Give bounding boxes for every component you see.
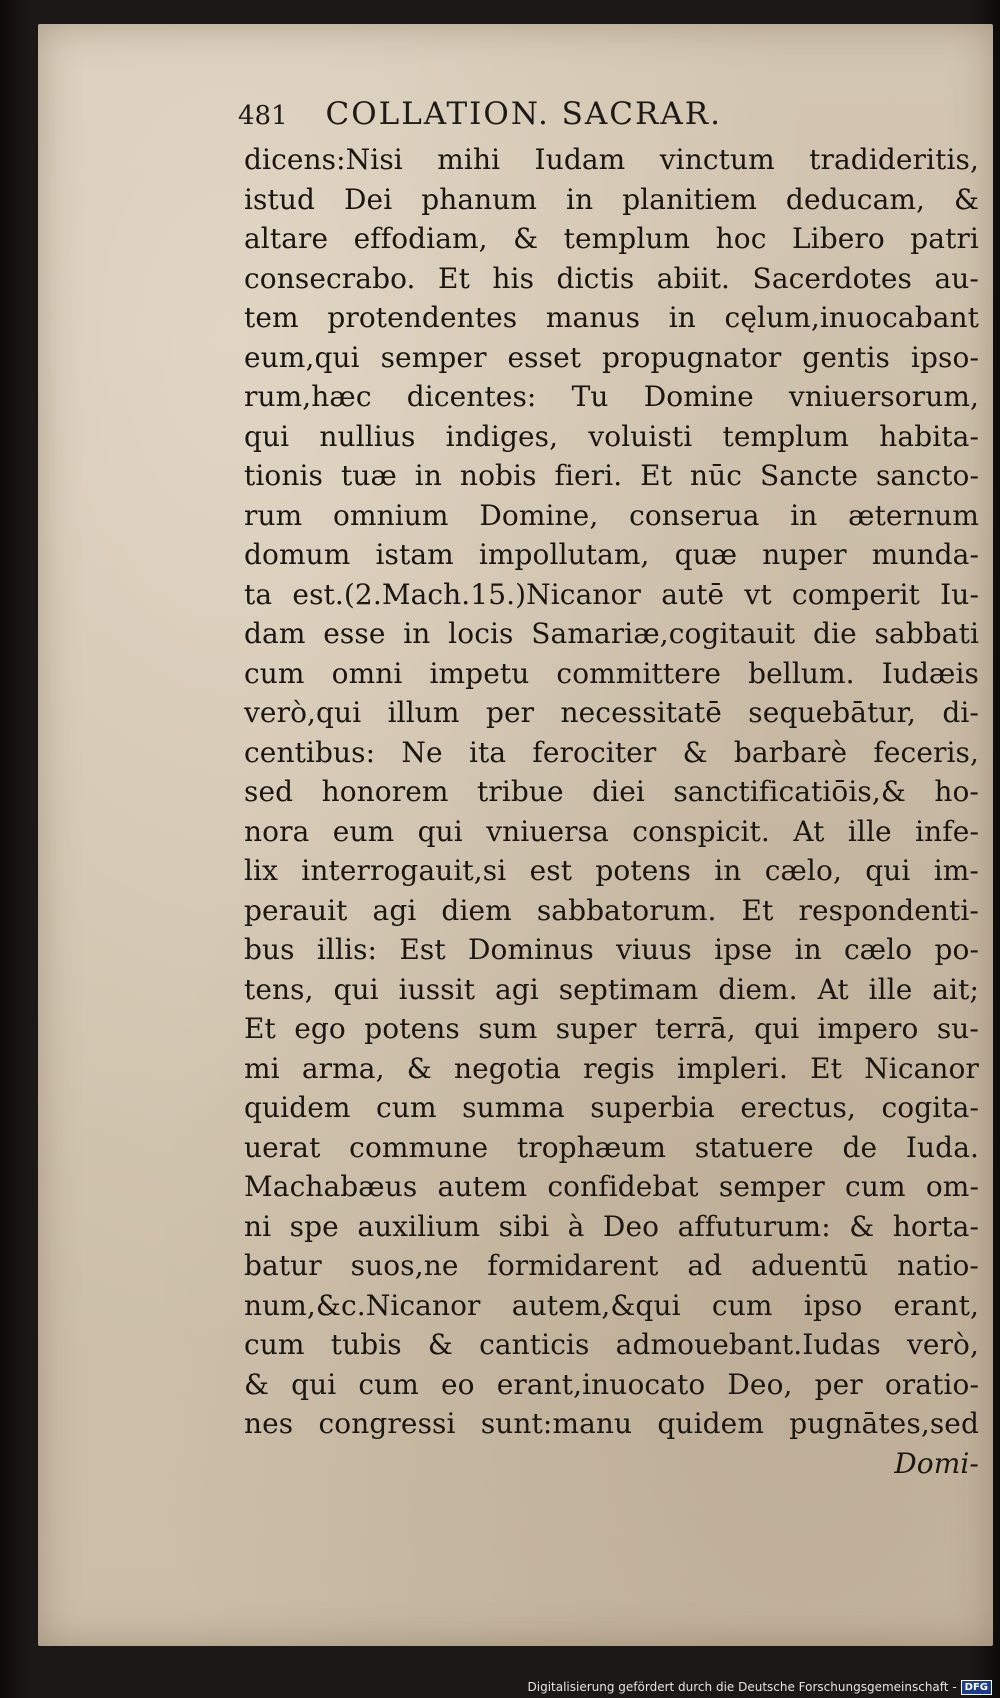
- text-line: ni spe auxilium sibi à Deo affuturum: & horta-: [244, 1209, 979, 1243]
- text-line: dam esse in locis Samariæ,cogitauit die sabbati: [244, 617, 979, 650]
- text-line: qui nullius indiges, voluisti templum habita-: [244, 419, 979, 453]
- text-line: sed honorem tribue diei sanctificatiōis,& ho-: [244, 775, 979, 808]
- text-line: verò,qui illum per necessitatē sequebātur, di-: [244, 696, 979, 729]
- text-line: centibus: Ne ita ferociter & barbarè feceris,: [244, 735, 979, 769]
- text-line: consecrabo. Et his dictis abiit. Sacerdotes au-: [244, 261, 979, 295]
- text-line: domum istam impollutam, quæ nuper munda-: [244, 538, 979, 571]
- text-line: & qui cum eo erant,inuocato Deo, per oratio-: [244, 1367, 979, 1401]
- text-line: perauit agi diem sabbatorum. Et respondenti-: [244, 893, 979, 927]
- running-head: [238, 96, 938, 142]
- text-line: dicens:Nisi mihi Iudam vinctum tradideritis,: [244, 143, 979, 176]
- text-line: cum tubis & canticis admouebant.Iudas verò,: [244, 1328, 979, 1361]
- text-line: tens, qui iussit agi septimam diem. At ille ait;: [244, 972, 979, 1006]
- text-line: tionis tuæ in nobis fieri. Et nūc Sancte sancto-: [244, 459, 979, 492]
- dfg-logo: DFG: [961, 1680, 992, 1695]
- text-line: cum omni impetu committere bellum. Iudæis: [244, 656, 979, 690]
- text-line: num,&c.Nicanor autem,&qui cum ipso erant,: [244, 1288, 979, 1322]
- running-title: COLLATION. SACRAR.: [325, 96, 722, 132]
- text-line: uerat commune trophæum statuere de Iuda.: [244, 1130, 979, 1164]
- text-line: ta est.(2.Mach.15.)Nicanor autē vt comperit Iu-: [244, 577, 979, 611]
- text-line: bus illis: Est Dominus viuus ipse in cælo po-: [244, 933, 979, 966]
- text-line: altare effodiam, & templum hoc Libero patri: [244, 222, 979, 255]
- credit-text: Digitalisierung gefördert durch die Deutsche Forschungsgemeinschaft -: [527, 1680, 957, 1694]
- text-line: istud Dei phanum in planitiem deducam, &: [244, 182, 979, 216]
- text-line: nora eum qui vniuersa conspicit. At ille infe-: [244, 814, 979, 848]
- text-line: nes congressi sunt:manu quidem pugnātes,sed: [244, 1407, 979, 1440]
- text-line: lix interrogauit,si est potens in cælo, qui im-: [244, 854, 979, 887]
- page-number: 481: [238, 101, 288, 131]
- text-line: mi arma, & negotia regis impleri. Et Nicanor: [244, 1051, 979, 1085]
- text-line: tem protendentes manus in cęlum,inuocabant: [244, 301, 979, 334]
- text-line: rum omnium Domine, conserua in æternum: [244, 498, 979, 532]
- text-block: [244, 140, 979, 1483]
- catchword: Domi-: [894, 1446, 979, 1480]
- text-line: Machabæus autem confidebat semper cum om-: [244, 1170, 979, 1203]
- text-line: Et ego potens sum super terrā, qui impero su-: [244, 1012, 979, 1045]
- text-line: eum,qui semper esset propugnator gentis ipso-: [244, 340, 979, 374]
- text-line: quidem cum summa superbia erectus, cogita-: [244, 1091, 979, 1124]
- text-line: batur suos,ne formidarent ad aduentū natio-: [244, 1249, 979, 1282]
- text-line: rum,hæc dicentes: Tu Domine vniuersorum,: [244, 380, 979, 413]
- digitization-credit: [528, 1679, 993, 1695]
